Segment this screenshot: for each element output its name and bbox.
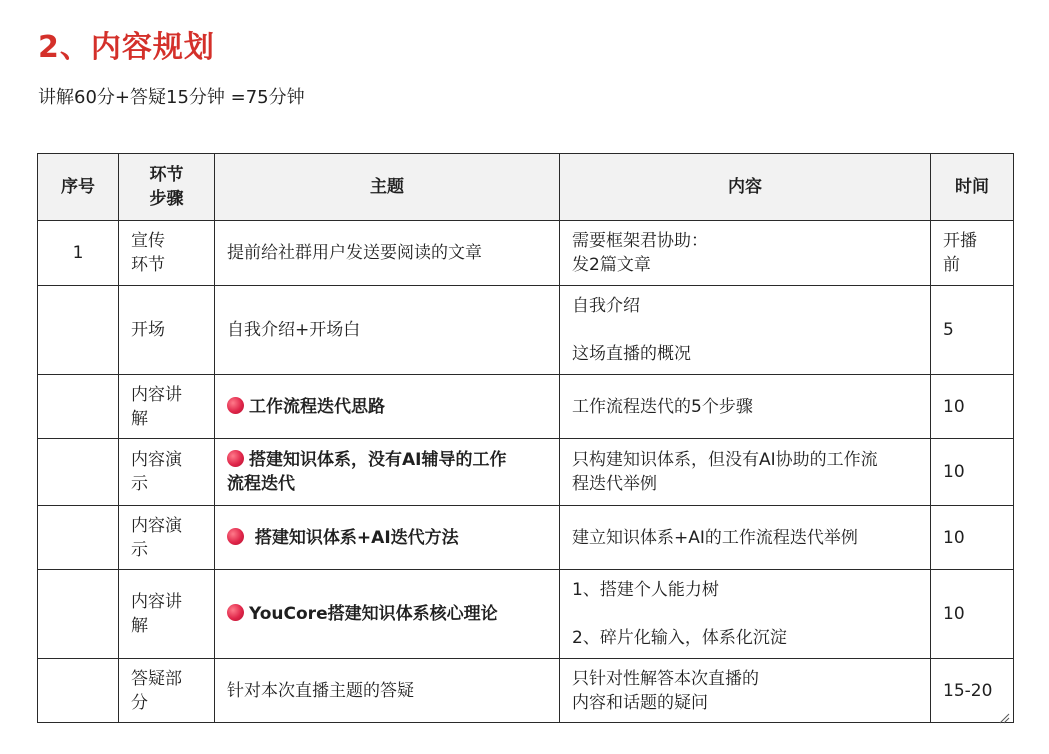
cell-step xyxy=(119,570,215,659)
cell-content xyxy=(560,286,931,375)
cell-content xyxy=(560,439,931,506)
header-step xyxy=(119,154,215,221)
header-no: 序号 xyxy=(38,154,119,221)
topic-text: 工作流程迭代思路 xyxy=(249,396,385,417)
cell-content-line: 工作流程迭代的5个步骤 xyxy=(572,396,753,417)
red-dot-icon xyxy=(227,604,244,621)
cell-step xyxy=(119,375,215,439)
cell-time xyxy=(931,439,1014,506)
cell-content xyxy=(560,570,931,659)
header-time: 时间 xyxy=(931,154,1014,221)
cell-no xyxy=(38,506,119,570)
table-row xyxy=(38,221,1014,286)
topic-text: 针对本次直播主题的答疑 xyxy=(227,680,414,701)
cell-content xyxy=(560,375,931,439)
cell-content-line: 内容和话题的疑问 xyxy=(572,692,708,713)
cell-no: 1 xyxy=(38,221,119,286)
cell-time-line: 开播 xyxy=(943,231,977,251)
topic-line xyxy=(227,526,547,550)
cell-content-line xyxy=(572,318,918,342)
table-row xyxy=(38,506,1014,570)
cell-content xyxy=(560,659,931,723)
cell-topic xyxy=(215,221,560,286)
cell-time-line: 10 xyxy=(943,462,965,482)
cell-no xyxy=(38,570,119,659)
cell-content-line: 只构建知识体系，但没有AI协助的工作流 xyxy=(572,450,878,470)
cell-step-line: 开场 xyxy=(131,320,165,340)
cell-topic xyxy=(215,570,560,659)
cell-content-line: 这场直播的概况 xyxy=(572,344,691,364)
cell-step-line: 宣传 xyxy=(131,231,165,251)
header-topic: 主题 xyxy=(215,154,560,221)
topic-line xyxy=(227,241,547,265)
content-plan-table xyxy=(37,153,1014,723)
duration-summary: 讲解60分+答疑15分钟 =75分钟 xyxy=(38,87,305,108)
topic-text: 流程迭代 xyxy=(227,474,295,494)
cell-content-line: 2、碎片化输入，体系化沉淀 xyxy=(572,628,787,648)
cell-step xyxy=(119,221,215,286)
header-content: 内容 xyxy=(560,154,931,221)
cell-time xyxy=(931,375,1014,439)
cell-no xyxy=(38,286,119,375)
topic-line xyxy=(227,679,547,703)
cell-content-line: 需要框架君协助： xyxy=(572,231,708,251)
topic-line xyxy=(227,472,547,496)
table-row xyxy=(38,375,1014,439)
topic-text: 自我介绍+开场白 xyxy=(227,320,361,340)
header-step-line2: 步骤 xyxy=(149,189,184,209)
red-dot-icon xyxy=(227,528,244,545)
cell-step-line: 解 xyxy=(131,408,148,429)
cell-step-line: 示 xyxy=(131,539,148,560)
cell-step-line: 解 xyxy=(131,616,148,636)
cell-step-line: 内容演 xyxy=(131,450,182,470)
cell-topic xyxy=(215,439,560,506)
table-row xyxy=(38,570,1014,659)
cell-step-line: 内容演 xyxy=(131,515,182,536)
cell-content-line: 自我介绍 xyxy=(572,296,640,316)
cell-step-line: 示 xyxy=(131,474,148,494)
topic-text: 搭建知识体系，没有AI辅导的工作 xyxy=(249,450,507,470)
cell-topic xyxy=(215,375,560,439)
cell-time-line: 15-20 xyxy=(943,680,993,701)
cell-no xyxy=(38,375,119,439)
cell-content xyxy=(560,506,931,570)
table-row xyxy=(38,439,1014,506)
cell-time xyxy=(931,286,1014,375)
cell-content-line: 建立知识体系+AI的工作流程迭代举例 xyxy=(572,527,858,548)
table-header-row xyxy=(38,154,1014,221)
cell-step xyxy=(119,286,215,375)
cell-step-line: 环节 xyxy=(131,255,165,275)
cell-topic xyxy=(215,286,560,375)
cell-topic xyxy=(215,659,560,723)
topic-text: YouCore搭建知识体系核心理论 xyxy=(249,604,498,624)
table-row xyxy=(38,659,1014,723)
topic-text: 提前给社群用户发送要阅读的文章 xyxy=(227,243,482,263)
cell-content xyxy=(560,221,931,286)
topic-text: 搭建知识体系+AI迭代方法 xyxy=(249,527,459,548)
topic-line xyxy=(227,395,547,419)
cell-no xyxy=(38,659,119,723)
cell-step-line: 答疑部 xyxy=(131,668,182,689)
cell-step-line: 分 xyxy=(131,692,148,713)
cell-no xyxy=(38,439,119,506)
cell-time-line: 10 xyxy=(943,604,965,624)
section-heading: 2、内容规划 xyxy=(38,30,215,65)
red-dot-icon xyxy=(227,397,244,414)
cell-time-line: 10 xyxy=(943,396,965,417)
topic-line xyxy=(227,318,547,342)
red-dot-icon xyxy=(227,450,244,467)
cell-step xyxy=(119,659,215,723)
cell-step xyxy=(119,439,215,506)
cell-time xyxy=(931,506,1014,570)
cell-time-line: 5 xyxy=(943,320,954,340)
cell-time-line: 前 xyxy=(943,255,960,275)
topic-line xyxy=(227,602,547,626)
header-step-line1: 环节 xyxy=(149,165,184,185)
topic-line xyxy=(227,448,547,472)
cell-time-line: 10 xyxy=(943,527,965,548)
cell-step xyxy=(119,506,215,570)
cell-content-line: 1、搭建个人能力树 xyxy=(572,580,719,600)
cell-time xyxy=(931,570,1014,659)
cell-topic xyxy=(215,506,560,570)
cell-step-line: 内容讲 xyxy=(131,384,182,405)
resize-handle-icon[interactable] xyxy=(998,712,1010,724)
cell-content-line: 程迭代举例 xyxy=(572,474,657,494)
table-row xyxy=(38,286,1014,375)
cell-content-line: 只针对性解答本次直播的 xyxy=(572,668,759,689)
cell-time xyxy=(931,221,1014,286)
cell-content-line xyxy=(572,602,918,626)
cell-content-line: 发2篇文章 xyxy=(572,255,651,275)
cell-step-line: 内容讲 xyxy=(131,592,182,612)
